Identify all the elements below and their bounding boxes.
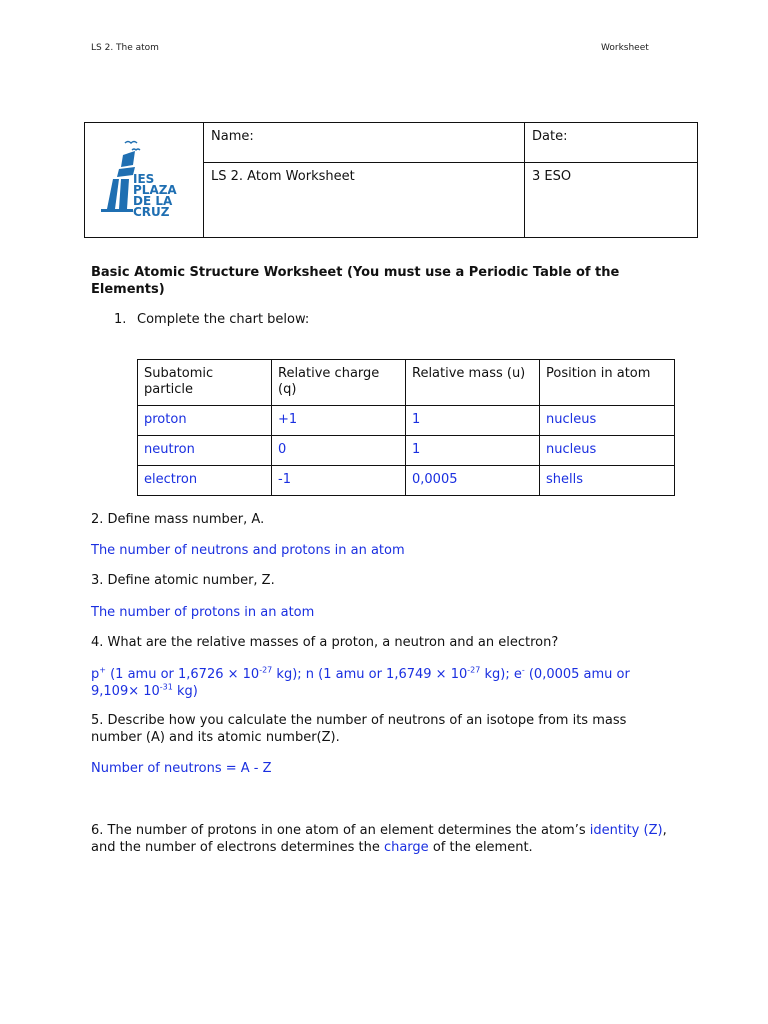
table-cell[interactable]: 1 [406,406,540,436]
question-6-text: , and the number of electrons determines the [91,823,667,855]
table-cell[interactable]: nucleus [540,436,675,466]
name-field[interactable]: Name: [204,123,525,163]
answer-4-sup: + [99,665,106,675]
question-6-text: of the element. [428,840,533,855]
answer-3[interactable]: The number of protons in an atom [91,605,315,620]
table-cell[interactable]: 0,0005 [406,466,540,496]
table-cell[interactable]: proton [138,406,272,436]
table-cell[interactable]: nucleus [540,406,675,436]
table-cell[interactable]: electron [138,466,272,496]
page-header-right: Worksheet [601,43,649,53]
table-cell[interactable]: shells [540,466,675,496]
question-5: 5. Describe how you calculate the number of neutrons of an isotope from its mass number (A) and its atomic number(Z). [91,713,627,745]
chart-header-particle: Subatomic particle [138,360,272,406]
logo-line-3: DE LA [133,194,173,208]
question-1-text: Complete the chart below: [137,312,310,327]
answer-4-sup: -27 [259,665,273,675]
chart-header-mass: Relative mass (u) [406,360,540,406]
school-logo-cell [85,123,204,238]
logo-line-4: CRUZ [133,205,170,219]
question-1-number: 1. [114,312,127,327]
answer-2[interactable]: The number of neutrons and protons in an atom [91,543,405,558]
info-table [84,122,698,238]
logo-line-2: PLAZA [133,183,177,197]
answer-4-sup: - [521,665,525,675]
table-cell[interactable]: -1 [272,466,406,496]
answer-4-part: p [91,667,100,682]
date-field[interactable]: Date: [525,123,698,163]
table-cell[interactable]: neutron [138,436,272,466]
answer-4-part: kg); e [480,667,522,682]
table-row [138,466,675,496]
answer-4[interactable] [91,666,681,700]
chart-header-charge: Relative charge (q) [272,360,406,406]
table-cell[interactable]: 1 [406,436,540,466]
answer-4-part: (1 amu or 1,6726 × 10 [105,667,260,682]
answer-4-part: kg) [172,684,198,699]
table-cell[interactable]: +1 [272,406,406,436]
question-2: 2. Define mass number, A. [91,512,265,527]
answer-5[interactable]: Number of neutrons = A - Z [91,761,272,776]
worksheet-title: LS 2. Atom Worksheet [204,162,525,237]
table-row [138,406,675,436]
answer-6-identity[interactable]: identity (Z) [589,823,663,838]
table-row [138,436,675,466]
course-level: 3 ESO [525,162,698,237]
answer-4-sup: -27 [467,665,481,675]
chart-header-position: Position in atom [540,360,675,406]
question-6-text: 6. The number of protons in one atom of an element determines the atom’s [91,823,590,838]
question-4: 4. What are the relative masses of a proton, a neutron and an electron? [91,635,559,650]
worksheet-heading: Basic Atomic Structure Worksheet (You must use a Periodic Table of the Elements) [91,265,620,297]
question-3: 3. Define atomic number, Z. [91,573,275,588]
answer-6-charge[interactable]: charge [383,840,429,855]
table-cell[interactable]: 0 [272,436,406,466]
answer-4-sup: -31 [159,682,173,692]
question-1 [114,312,309,327]
school-logo [85,123,203,233]
logo-line-1: IES [133,172,155,186]
page-header-left: LS 2. The atom [91,43,159,53]
question-6 [91,822,681,856]
particle-chart [137,359,675,496]
answer-4-part: (0,0005 amu or 9,109× 10 [91,667,630,699]
answer-4-part: kg); n (1 amu or 1,6749 × 10 [272,667,468,682]
